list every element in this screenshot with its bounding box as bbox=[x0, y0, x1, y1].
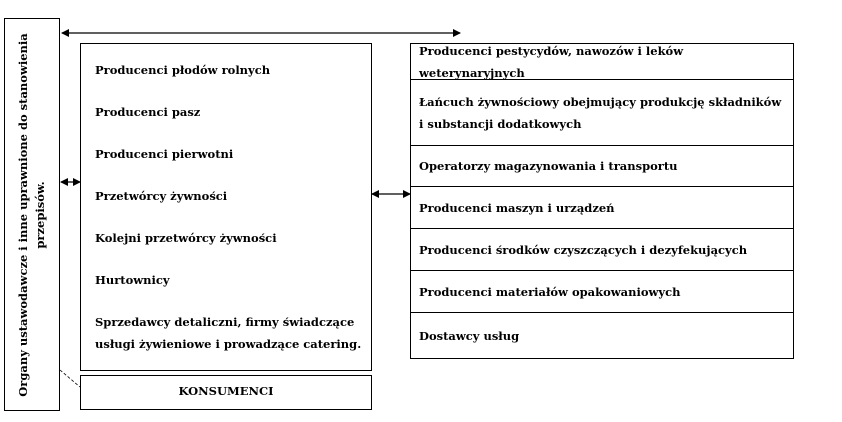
authority-box bbox=[4, 18, 60, 411]
chain-item-retailers-line1: Sprzedawcy detaliczni, firmy świadczące bbox=[95, 315, 355, 329]
food-chain-box bbox=[80, 43, 372, 371]
authority-consumer-dash bbox=[60, 370, 80, 387]
supplier-packaging: Producenci materiałów opakowaniowych bbox=[410, 270, 794, 313]
chain-item-feed-producers: Producenci pasz bbox=[95, 105, 201, 119]
chain-item-retailers-line2: usługi żywieniowe i prowadzące catering. bbox=[95, 337, 362, 351]
chain-item-further-processors: Kolejni przetwórcy żywności bbox=[95, 231, 277, 245]
supplier-storage-transport: Operatorzy magazynowania i transportu bbox=[410, 145, 794, 187]
supplier-services: Dostawcy usług bbox=[410, 312, 794, 359]
consumer-label: KONSUMENCI bbox=[178, 384, 274, 398]
chain-item-primary-producers: Producenci pierwotni bbox=[95, 147, 234, 161]
supplier-machinery: Producenci maszyn i urządzeń bbox=[410, 186, 794, 229]
consumer-box bbox=[80, 375, 372, 410]
chain-item-agri-producers: Producenci płodów rolnych bbox=[95, 63, 271, 77]
chain-item-food-processors: Przetwórcy żywności bbox=[95, 189, 228, 203]
chain-item-wholesalers: Hurtownicy bbox=[95, 273, 170, 287]
supplier-cleaning-agents: Producenci środków czyszczących i dezyfekujących bbox=[410, 228, 794, 271]
supplier-ingredients: Łańcuch żywnościowy obejmujący produkcję składników i substancji dodatkowych bbox=[410, 79, 794, 146]
supplier-pesticides: Producenci pestycydów, nawozów i leków weterynaryjnych bbox=[410, 43, 794, 80]
authority-label: Organy ustawodawcze i inne uprawnione do stanowienia przepisów. bbox=[16, 32, 47, 397]
